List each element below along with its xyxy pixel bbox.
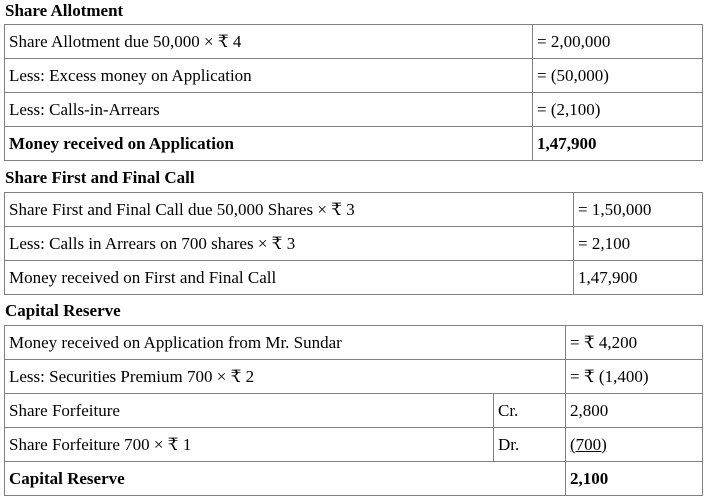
row-amount: = (50,000) (533, 59, 703, 93)
row-amount-underlined: (700) (570, 434, 607, 454)
row-label: Share Forfeiture (5, 394, 494, 428)
row-amount (566, 428, 703, 462)
row-amount: = 2,00,000 (533, 25, 703, 59)
row-label: Money received on First and Final Call (5, 261, 574, 295)
row-side: Dr. (494, 428, 566, 462)
row-amount: = (2,100) (533, 93, 703, 127)
row-label: Share First and Final Call due 50,000 Shares × ₹ 3 (5, 193, 574, 227)
row-amount: = ₹ (1,400) (566, 360, 703, 394)
row-amount: 1,47,900 (533, 127, 703, 161)
row-amount: 2,800 (566, 394, 703, 428)
row-label: Less: Calls in Arrears on 700 shares × ₹ 3 (5, 227, 574, 261)
row-label: Less: Calls-in-Arrears (5, 93, 533, 127)
allotment-heading: Share Allotment (5, 1, 124, 20)
table-row (5, 428, 703, 462)
first-final-call-heading: Share First and Final Call (5, 168, 195, 187)
allotment-table (4, 24, 703, 161)
row-amount: 2,100 (566, 462, 703, 496)
table-row (5, 227, 703, 261)
row-label: Capital Reserve (5, 462, 566, 496)
row-label: Money received on Application (5, 127, 533, 161)
table-row (5, 25, 703, 59)
table-row (5, 360, 703, 394)
table-row (5, 193, 703, 227)
row-side: Cr. (494, 394, 566, 428)
table-row-total (5, 127, 703, 161)
table-row (5, 326, 703, 360)
capital-reserve-heading: Capital Reserve (5, 301, 121, 320)
table-row (5, 261, 703, 295)
table-row (5, 394, 703, 428)
table-row (5, 59, 703, 93)
capital-reserve-table (4, 325, 703, 496)
row-amount: = 1,50,000 (574, 193, 703, 227)
row-label: Less: Securities Premium 700 × ₹ 2 (5, 360, 566, 394)
row-label: Less: Excess money on Application (5, 59, 533, 93)
row-label: Money received on Application from Mr. Sundar (5, 326, 566, 360)
table-row (5, 93, 703, 127)
row-amount: = 2,100 (574, 227, 703, 261)
first-final-call-table (4, 192, 703, 295)
row-amount: 1,47,900 (574, 261, 703, 295)
row-label: Share Forfeiture 700 × ₹ 1 (5, 428, 494, 462)
row-label: Share Allotment due 50,000 × ₹ 4 (5, 25, 533, 59)
table-row-total (5, 462, 703, 496)
row-amount: = ₹ 4,200 (566, 326, 703, 360)
